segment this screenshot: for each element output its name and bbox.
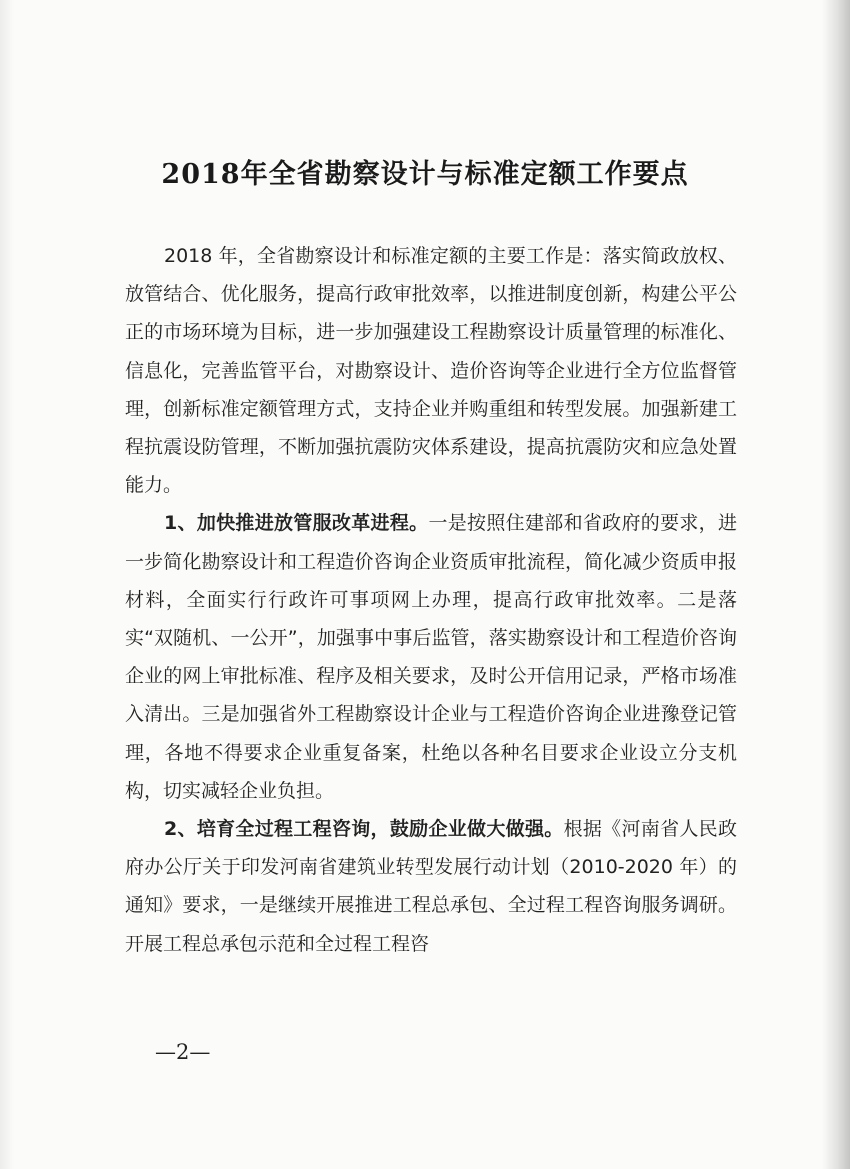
section-heading-2: 2、培育全过程工程咨询，鼓励企业做大做强。 <box>164 818 564 841</box>
section-heading-1: 1、加快推进放管服改革进程。 <box>164 512 429 535</box>
section-paragraph-2 <box>125 810 737 963</box>
section-text-2: 根据《河南省人民政府办公厅关于印发河南省建筑业转型发展行动计划（2010-2020 年）的通知》要求，一是继续开展推进工程总承包、全过程工程咨询服务调研。开展工程总承包示范和全过程工程咨 <box>125 818 737 955</box>
section-text-1: 一是按照住建部和省政府的要求，进一步简化勘察设计和工程造价咨询企业资质审批流程，简化减少资质申报材料，全面实行行政许可事项网上办理，提高行政审批效率。二是落实“双随机、一公开”，加强事中事后监管，落实勘察设计和工程造价咨询企业的网上审批标准、程序及相关要求，及时公开信用记录，严格市场准入清出。三是加强省外工程勘察设计企业与工程造价咨询企业进豫登记管理，各地不得要求企业重复备案，杜绝以各种名目要求企业设立分支机构，切实减轻企业负担。 <box>125 512 737 802</box>
document-body <box>125 237 737 963</box>
page-number: —2— <box>155 1040 211 1064</box>
intro-paragraph: 2018 年，全省勘察设计和标准定额的主要工作是：落实简政放权、放管结合、优化服务，提高行政审批效率，以推进制度创新，构建公平公正的市场环境为目标，进一步加强建设工程勘察设计质量管理的标准化、信息化，完善监管平台，对勘察设计、造价咨询等企业进行全方位监督管理，创新标准定额管理方式，支持企业并购重组和转型发展。加强新建工程抗震设防管理，不断加强抗震防灾体系建设，提高抗震防灾和应急处置能力。 <box>125 245 737 497</box>
page-title: 2018年全省勘察设计与标准定额工作要点 <box>161 159 689 190</box>
section-paragraph-1 <box>125 504 737 810</box>
